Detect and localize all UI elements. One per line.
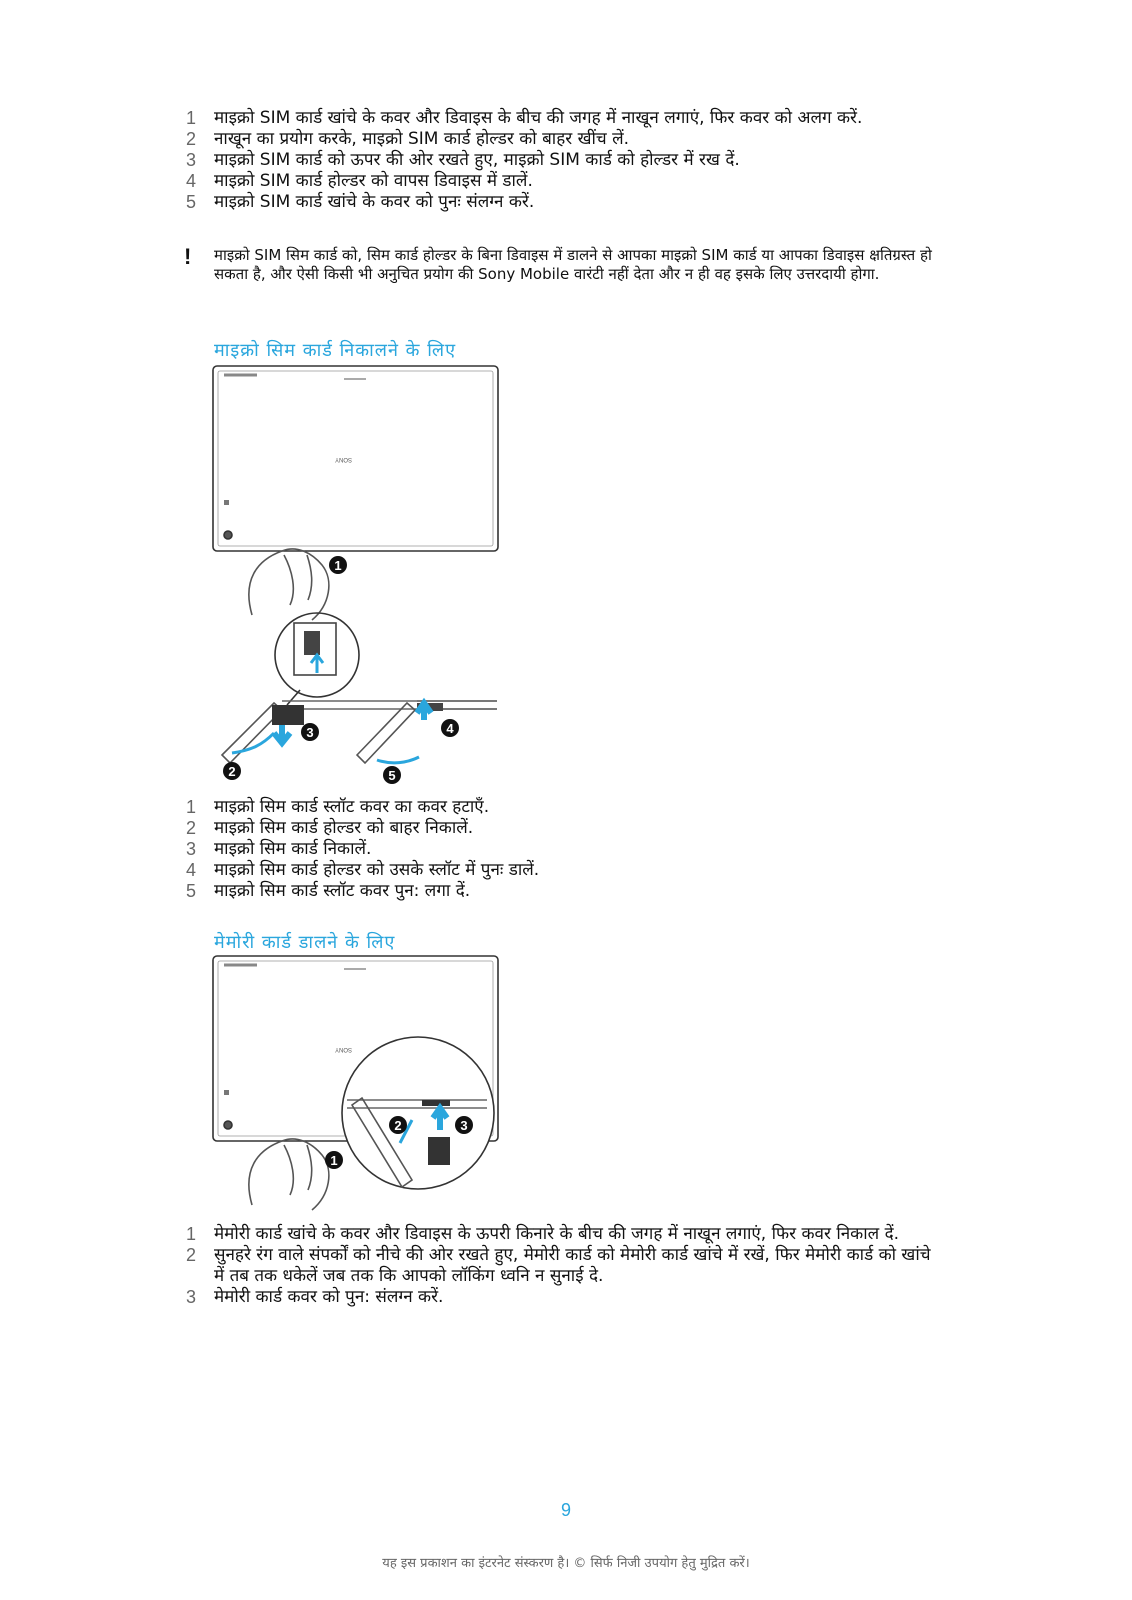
section-heading-insert-memory: मेमोरी कार्ड डालने के लिए bbox=[214, 932, 396, 953]
insert-sim-steps bbox=[180, 108, 940, 213]
callout-1: 1 bbox=[330, 1153, 338, 1168]
list-item: 3 माइक्रो SIM कार्ड को ऊपर की ओर रखते हुए, माइक्रो SIM कार्ड को होल्डर में रख दें. bbox=[186, 150, 740, 170]
list-item: 2 माइक्रो सिम कार्ड होल्डर को बाहर निकालें. bbox=[186, 818, 474, 838]
page-number: 9 bbox=[560, 1500, 571, 1520]
remove-sim-illustration bbox=[212, 365, 512, 805]
callout-4: 4 bbox=[446, 721, 454, 736]
camera-lens bbox=[224, 1121, 232, 1129]
callout-2: 2 bbox=[394, 1118, 402, 1133]
list-item: 4 माइक्रो सिम कार्ड होल्डर को उसके स्लॉट में पुनः डालें. bbox=[186, 860, 540, 880]
tablet-outline bbox=[213, 366, 498, 551]
callout-2: 2 bbox=[228, 764, 236, 779]
zoom-circle bbox=[342, 1037, 494, 1189]
warning-icon: ! bbox=[184, 244, 192, 269]
insert-memory-illustration bbox=[212, 955, 512, 1215]
slot-cover-right bbox=[357, 703, 415, 763]
hand-sketch bbox=[249, 1139, 329, 1210]
list-item: 3 माइक्रो सिम कार्ड निकालें. bbox=[186, 839, 372, 859]
list-item: 3 मेमोरी कार्ड कवर को पुन: संलग्न करें. bbox=[186, 1287, 444, 1307]
callout-3: 3 bbox=[306, 725, 314, 740]
callout-1: 1 bbox=[334, 558, 342, 573]
remove-sim-steps bbox=[180, 797, 940, 902]
section-heading-remove-sim: माइक्रो सिम कार्ड निकालने के लिए bbox=[214, 340, 457, 361]
memory-card bbox=[428, 1137, 450, 1165]
list-item: 1 माइक्रो SIM कार्ड खांचे के कवर और डिवाइस के बीच की जगह में नाखून लगाएं, फिर कवर को अलग करें. bbox=[186, 108, 863, 128]
camera-lens bbox=[224, 531, 232, 539]
warning-note bbox=[184, 246, 944, 284]
list-item: 2 नाखून का प्रयोग करके, माइक्रो SIM कार्ड होल्डर को बाहर खींच लें. bbox=[186, 129, 630, 149]
callout-5: 5 bbox=[388, 768, 396, 783]
list-item: 1 मेमोरी कार्ड खांचे के कवर और डिवाइस के ऊपरी किनारे के बीच की जगह में नाखून लगाएं, फिर कवर निकाल दें. bbox=[186, 1224, 899, 1244]
footer-note: यह इस प्रकाशन का इंटरनेट संस्करण है। © सिर्फ निजी उपयोग हेतु मुद्रित करें। bbox=[382, 1556, 750, 1571]
list-item: 4 माइक्रो SIM कार्ड होल्डर को वापस डिवाइस में डालें. bbox=[186, 171, 533, 191]
callout-markers bbox=[223, 556, 459, 784]
insert-memory-steps bbox=[180, 1224, 940, 1308]
brand-label: SONY bbox=[334, 456, 352, 462]
list-item: 5 माइक्रो सिम कार्ड स्लॉट कवर पुन: लगा दें. bbox=[186, 881, 471, 901]
brand-label: SONY bbox=[334, 1046, 352, 1052]
warning-text: माइक्रो SIM सिम कार्ड को, सिम कार्ड होल्डर के बिना डिवाइस में डालने से आपका माइक्रो SIM कार्ड या आपका डिवाइस क्षतिग्रस्त हो सकता है, और ऐसी किसी भी अनुचित प्रयोग की Sony Mobile वारंटी नहीं देता और न ही वह इसके लिए उत्तरदायी होगा. bbox=[214, 246, 932, 283]
list-item: 5 माइक्रो SIM कार्ड खांचे के कवर को पुनः संलग्न करें. bbox=[186, 192, 535, 212]
callout-3: 3 bbox=[460, 1118, 468, 1133]
list-item: 2 सुनहरे रंग वाले संपर्कों को नीचे की ओर रखते हुए, मेमोरी कार्ड को मेमोरी कार्ड खांचे में रखें, फिर मेमोरी कार्ड को खांचे में तब तक धकेलें जब तक कि आपको लॉकिंग ध्वनि न सुनाई दे. bbox=[186, 1245, 931, 1286]
list-item: 1 माइक्रो सिम कार्ड स्लॉट कवर का कवर हटाएँ. bbox=[186, 797, 490, 817]
hand-sketch bbox=[249, 549, 329, 620]
